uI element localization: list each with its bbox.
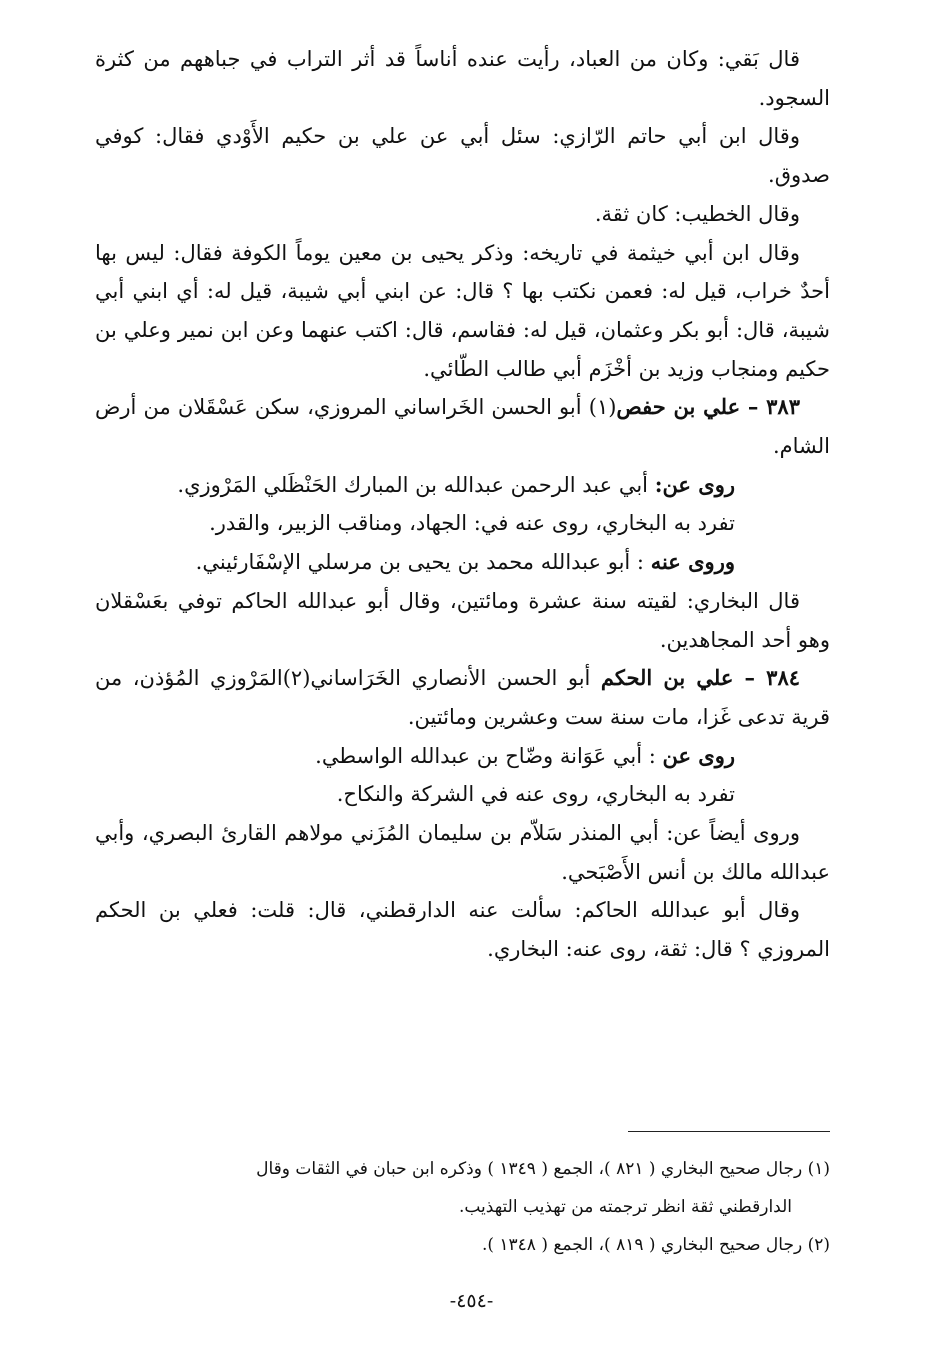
entry-number: ٣٨٤ — [766, 665, 801, 691]
footnote-ref: (١) — [588, 395, 617, 420]
paragraph-baqi: قال بَقي: وكان من العباد، رأيت عنده أناساً قد أثر التراب في جباههم من كثرة السجود. — [95, 47, 830, 110]
footnote-divider — [628, 1131, 830, 1132]
entry-383-rawa-anhu — [95, 543, 830, 582]
entry-384-rawa-aydan: وروى أيضاً عن: أبي المنذر سَلاّم بن سليمان المُزَني مولاهم القارئ البصري، وأبي عبدالله مالك بن أنس الأَصْبَحي. — [95, 821, 830, 884]
entry-384-hakim-said: وقال أبو عبدالله الحاكم: سألت عنه الدارقطني، قال: قلت: فعلي بن الحكم المروزي ؟ قال: ثقة، روى عنه: البخاري. — [95, 898, 830, 962]
paragraph-khatib: وقال الخطيب: كان ثقة. — [594, 201, 800, 226]
entry-383-tafarrad: تفرد به البخاري، روى عنه في: الجهاد، ومناقب الزبير، والقدر. — [209, 511, 735, 536]
entry-384-tafarrad: تفرد به البخاري، روى عنه في الشركة والنكاح. — [336, 782, 735, 807]
entry-number: ٣٨٣ — [766, 394, 800, 420]
entry-383-rawa-an — [95, 466, 830, 505]
paragraph-abi-khaythama: وقال ابن أبي خيثمة في تاريخه: وذكر يحيى بن معين يوماً الكوفة فقال: ليس بها أحدٌ خراب، قيل له: فعمن نكتب بها ؟ قال: عن ابني أبي شيبة، قيل له: أي ابني أبي شيبة، قال: أبو بكر وعثمان، قيل له: فقاسم، قال: اكتب عنهما وعن ابن نمير وعلي بن حكيم ومنجاب وزيد بن أخْزَم أبي طالب الطّائي. — [95, 240, 830, 381]
rawa-anhu-label: وروى عنه — [650, 549, 735, 575]
entry-description-cont: المَرْوزي المُؤذن، من قرية تدعى غَزا، مات سنة ست وعشرين ومائتين. — [95, 666, 830, 729]
entry-name: علي بن الحكم — [600, 665, 734, 691]
rawa-an-label: روى عن — [662, 742, 735, 768]
footnote-ref: (٢) — [282, 666, 311, 691]
entry-383-heading — [95, 388, 830, 465]
entry-dash: – — [740, 394, 767, 420]
rawa-an-label: روى عن: — [654, 471, 735, 497]
entry-384-heading — [95, 659, 830, 736]
entry-383-bukhari-said: قال البخاري: لقيته سنة عشرة ومائتين، وقال أبو عبدالله الحاكم توفي بعَسْقلان وهو أحد المجاهدين. — [95, 588, 830, 652]
entry-description: أبو الحسن الخَراساني المروزي، سكن عَسْقَلان من أرض الشام. — [95, 395, 830, 459]
rawa-an-text: : أبي عَوَانة وضّاح بن عبدالله الواسطي. — [315, 743, 663, 768]
main-text — [95, 40, 830, 969]
footnote-2: (٢) رجال صحيح البخاري ( ٨١٩ )، الجمع ( ١٣٤٨ ). — [481, 1235, 830, 1255]
page-number: -٤٥٤- — [449, 1290, 494, 1312]
footnote-1: (١) رجال صحيح البخاري ( ٨٢١ )، الجمع ( ١٣٤٩ ) وذكره ابن حبان في الثقات وقال — [256, 1159, 830, 1179]
entry-384-rawa-an — [95, 737, 830, 776]
footnotes — [95, 1150, 830, 1264]
rawa-anhu-text: : أبو عبدالله محمد بن يحيى بن مرسلي الإسْفَارئيني. — [195, 550, 651, 575]
paragraph-abi-hatim: وقال ابن أبي حاتم الرّازي: سئل أبي عن علي بن حكيم الأَوْدي فقال: كوفي صدوق. — [95, 124, 830, 188]
entry-description: أبو الحسن الأنصاري الخَرَاساني — [310, 666, 601, 691]
footnote-1-continuation: الدارقطني ثقة انظر ترجمته من تهذيب التهذيب. — [458, 1197, 792, 1217]
entry-name: علي بن حفص — [616, 394, 741, 420]
entry-dash: – — [733, 665, 767, 691]
rawa-an-text: أبي عبد الرحمن عبدالله بن المبارك الحَنْظَلي المَرْوزي. — [177, 472, 655, 497]
